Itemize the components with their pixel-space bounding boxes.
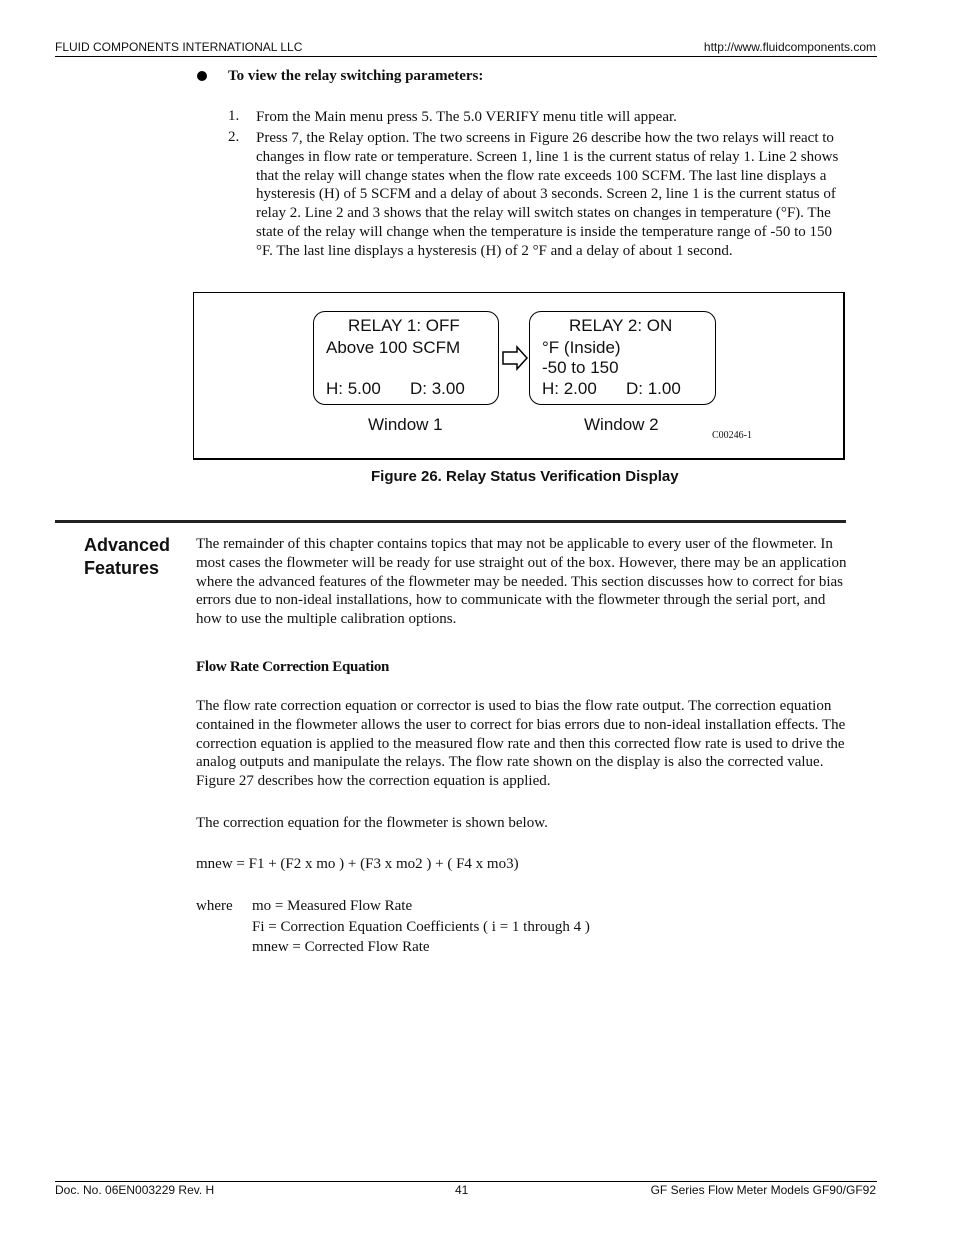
section-title-line-2: Features [84,558,160,578]
definition-fi: Fi = Correction Equation Coefficients ( i = 1 through 4 ) [252,919,590,935]
bullet-icon [197,71,207,81]
window-2-label: Window 2 [584,415,659,434]
relay-2-condition: °F (Inside) [542,338,621,357]
step-2-text: Press 7, the Relay option. The two screens in Figure 26 describe how the two relays will react to changes in flow rate or temperature. Screen 1, line 1 is the current status of relay 1. Line 2 shows that the relay will change states when the flow rate exceeds 100 SCFM. The last line displays a hysteresis (H) of 5 SCFM and a delay of about 3 seconds. Screen 2, line 1 is the current status of relay 2. Line 2 and 3 shows that the relay will switch states on changes in temperature (°F). The state of the relay will change when the temperature is inside the temperature range of -50 to 150 °F. The last line displays a hysteresis (H) of 2 °F and a delay of about 1 second. [256,130,839,259]
window-1-label: Window 1 [368,415,443,434]
footer-rule [55,1181,877,1182]
relay-1-condition: Above 100 SCFM [326,338,461,357]
footer-models: GF Series Flow Meter Models GF90/GF92 [650,1183,876,1197]
relay-2-range: -50 to 150 [542,358,619,377]
definition-mo: mo = Measured Flow Rate [252,898,413,914]
where-label: where [196,898,233,914]
figure-caption: Figure 26. Relay Status Verification Display [371,468,679,485]
section-title [84,534,170,580]
header-company: FLUID COMPONENTS INTERNATIONAL LLC [55,40,303,54]
header-url: http://www.fluidcomponents.com [703,40,876,54]
step-1-text: From the Main menu press 5. The 5.0 VERIFY menu title will appear. [256,109,677,125]
relay-1-delay: D: 3.00 [410,379,465,398]
lcd-window-1 [313,311,499,405]
arrow-right-icon [501,345,529,371]
step-1-number: 1. [228,108,240,124]
correction-intro: The correction equation for the flowmeter is shown below. [196,815,548,831]
relay-2-hysteresis: H: 2.00 [542,379,597,398]
page-number: 41 [455,1183,469,1197]
figure-code: C00246-1 [712,430,752,441]
relay-1-hysteresis: H: 5.00 [326,379,381,398]
subheading: Flow Rate Correction Equation [196,659,390,675]
section-rule [55,520,846,523]
correction-equation: mnew = F1 + (F2 x mo ) + (F3 x mo2 ) + ( F4 x mo3) [196,856,519,872]
bullet-heading: To view the relay switching parameters: [228,68,484,84]
section-intro: The remainder of this chapter contains topics that may not be applicable to every user of the flowmeter. In most cases the flowmeter will be ready for use straight out of the box. However, there may be an application where the advanced features of the flowmeter may be needed. This section discusses how to correct for bias errors due to non-ideal installations, how to communicate with the flowmeter through the serial port, and how to use the multiple calibration options. [196,536,847,628]
relay-2-status: RELAY 2: ON [569,316,673,335]
definition-mnew: mnew = Corrected Flow Rate [252,939,430,955]
relay-2-delay: D: 1.00 [626,379,681,398]
lcd-window-2 [529,311,716,405]
section-title-line-1: Advanced [84,535,171,555]
relay-1-status: RELAY 1: OFF [348,316,460,335]
footer-doc-number: Doc. No. 06EN003229 Rev. H [55,1183,215,1197]
step-2-number: 2. [228,129,240,145]
header-rule [55,56,877,57]
correction-paragraph: The flow rate correction equation or corrector is used to bias the flow rate output. The correction equation contained in the flowmeter allows the user to correct for bias errors due to non-ideal installation effects. The correction equation is applied to the measured flow rate and then this corrected flow rate is used to drive the analog outputs and manipulate the relays. The flow rate shown on the display is also the corrected value. Figure 27 describes how the correction equation is applied. [196,698,846,790]
